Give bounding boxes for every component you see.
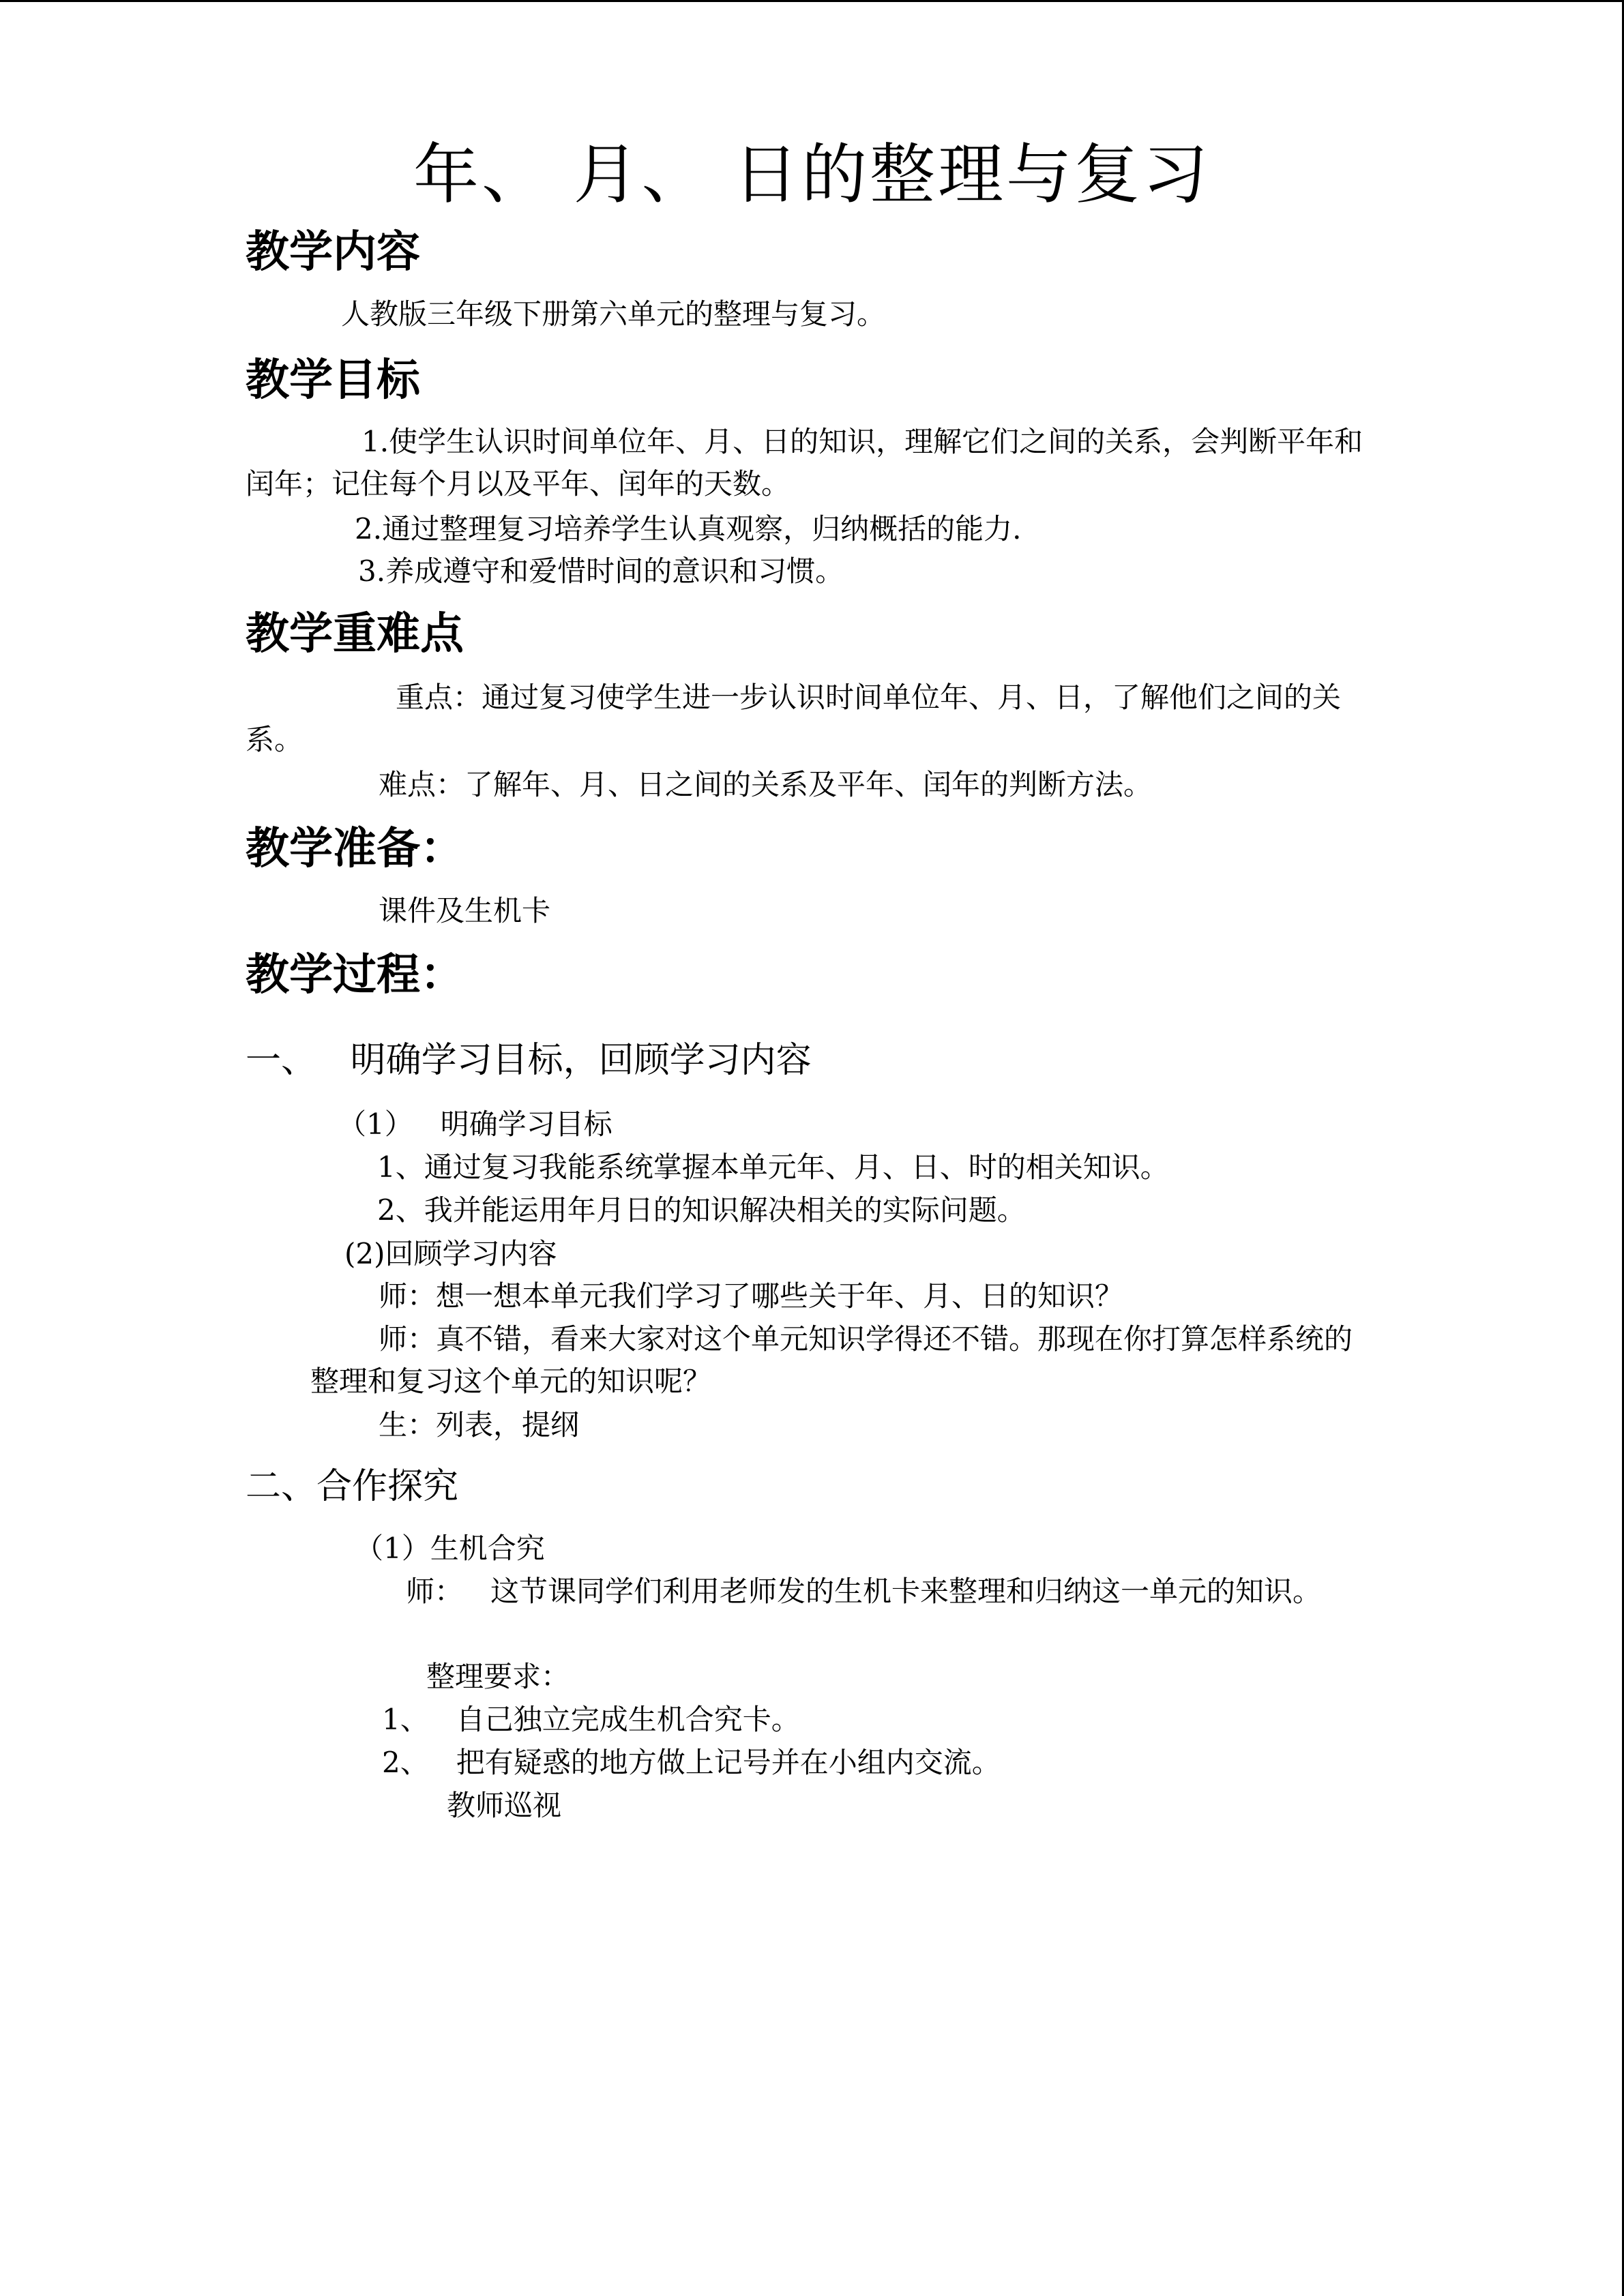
dialogue-line-1: 师：想一想本单元我们学习了哪些关于年、月、日的知识？	[379, 1279, 1124, 1313]
requirement-item-1: 1、 自己独立完成生机合究卡。	[382, 1703, 800, 1736]
part1-sub1-item-2: 2、我并能运用年月日的知识解决相关的实际问题。	[377, 1193, 1026, 1227]
part2-heading: 二、合作探究	[246, 1466, 459, 1507]
difficulty-text: 难点：了解年、月、日之间的关系及平年、闰年的判断方法。	[379, 768, 1153, 801]
teacher-line: 师： 这节课同学们利用老师发的生机卡来整理和归纳这一单元的知识。	[406, 1575, 1322, 1608]
focus-text: 重点：通过复习使学生进一步认识时间单位年、月、日，了解他们之间的关系。	[246, 681, 1342, 756]
content-text: 人教版三年级下册第六单元的整理与复习。	[341, 297, 886, 331]
part1-sub2-label: (2)回顾学习内容	[344, 1237, 557, 1270]
heading-key-points: 教学重难点	[246, 609, 464, 659]
part1-sub1-label: （1） 明确学习目标	[338, 1107, 612, 1141]
part1-heading: 一、 明确学习目标，回顾学习内容	[246, 1040, 812, 1081]
prep-text: 课件及生机卡	[379, 894, 551, 927]
teacher-patrol: 教师巡视	[447, 1789, 562, 1822]
requirements-label: 整理要求：	[426, 1660, 570, 1693]
goal-item-3: 3.养成遵守和爱惜时间的意识和习惯。	[358, 554, 844, 588]
heading-content: 教学内容	[246, 227, 420, 278]
heading-process: 教学过程：	[246, 950, 464, 1000]
goal-item-2: 2.通过整理复习培养学生认真观察，归纳概括的能力.	[355, 512, 1022, 546]
dialogue-line-2: 师：真不错，看来大家对这个单元知识学得还不错。那现在你打算怎样系统的整理和复习这个单元的知识呢？	[310, 1322, 1353, 1398]
requirement-item-2: 2、 把有疑惑的地方做上记号并在小组内交流。	[382, 1746, 1001, 1779]
goal-item-1: 1.使学生认识时间单位年、月、日的知识，理解它们之间的关系，会判断平年和闰年；记住每个月以及平年、闰年的天数。	[246, 425, 1363, 501]
part2-sub1-label: （1）生机合究	[355, 1532, 545, 1565]
heading-prep: 教学准备：	[246, 824, 464, 874]
heading-goals: 教学目标	[246, 355, 420, 406]
dialogue-line-3: 生：列表，提纲	[379, 1408, 580, 1442]
document-title: 年、 月、 日的整理与复习	[413, 136, 1211, 213]
part1-sub1-item-1: 1、通过复习我能系统掌握本单元年、月、日、时的相关知识。	[377, 1150, 1169, 1184]
